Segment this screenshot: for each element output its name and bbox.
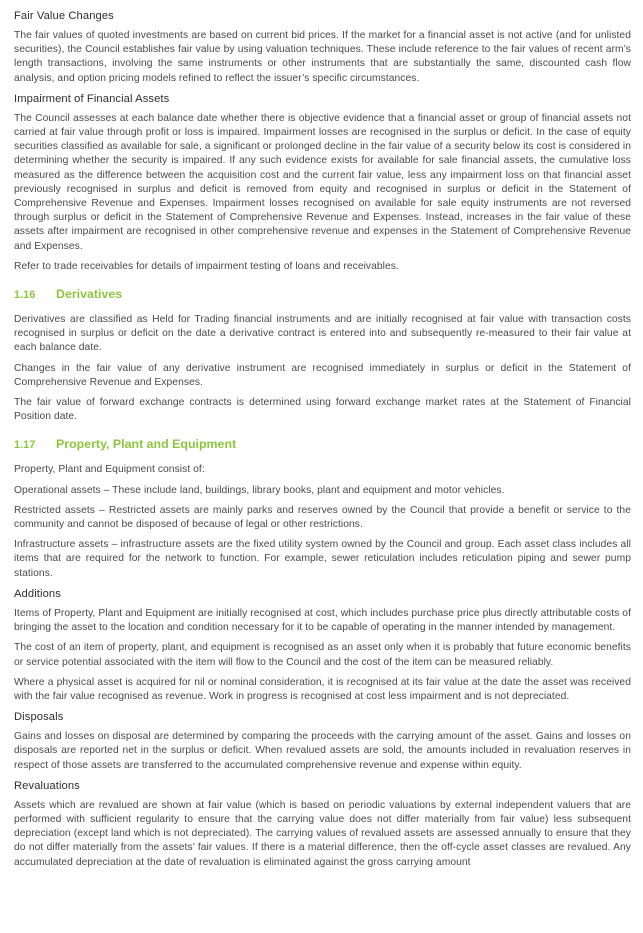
revaluations-heading: Revaluations bbox=[14, 779, 80, 792]
derivatives-paragraph-3: The fair value of forward exchange contracts is determined using forward exchange market rates at the Statement of Financial Position date. bbox=[14, 397, 631, 423]
disposals-paragraph: Gains and losses on disposal are determined by comparing the proceeds with the carrying amount of the asset. Gains and losses on disposals are reported net in the surplus or deficit. When revalued assets are sold, the amounts included in revaluation reserves in respect of those assets are transferred to the accumulated comprehensive revenue and expense within equity. bbox=[14, 731, 631, 771]
disposals-heading: Disposals bbox=[14, 711, 64, 724]
derivatives-paragraph-1: Derivatives are classified as Held for Trading financial instruments and are initially recognised at fair value with transaction costs recognised in surplus or deficit on the date a derivative contract is entered into and subsequently re-measured to their fair value at each balance date. bbox=[14, 314, 631, 354]
section-number: 1.17 bbox=[14, 439, 36, 452]
derivatives-paragraph-2: Changes in the fair value of any derivative instrument are recognised immediately in surplus or deficit in the Statement of Comprehensive Revenue and Expenses. bbox=[14, 362, 631, 388]
derivatives-section-heading bbox=[14, 286, 631, 303]
fair-value-paragraph: The fair values of quoted investments are based on current bid prices. If the market for a financial asset is not active (and for unlisted securities), the Council establishes fair value by using valuation techniques. These include reference to the fair values of recent arm’s length transactions, involving the same instruments or other instruments that are substantially the same, discounted cash flow analysis, and option pricing models refined to reflect the issuer’s specific circumstances. bbox=[14, 30, 631, 84]
ppe-paragraph-2: Operational assets – These include land, buildings, library books, plant and equipment and motor vehicles. bbox=[14, 484, 505, 496]
section-title: Property, Plant and Equipment bbox=[56, 437, 237, 452]
additions-paragraph-1: Items of Property, Plant and Equipment are initially recognised at cost, which includes purchase price plus directly attributable costs of bringing the asset to the location and condition necessary for it to be capable of operating in the manner intended by management. bbox=[14, 607, 631, 634]
section-title: Derivatives bbox=[56, 287, 123, 302]
document-page bbox=[14, 9, 631, 876]
impairment-heading: Impairment of Financial Assets bbox=[14, 92, 170, 105]
impairment-paragraph-1: The Council assesses at each balance date whether there is objective evidence that a financial asset or group of financial assets not carried at fair value through profit or loss is impaired. Impairment losses are recognised in the surplus or deficit. In the case of equity securities classified as available for sale, a significant or prolonged decline in the fair value of a security below its cost is considered in determining whether the security is impaired. If any such evidence exists for available for sale financial assets, the cumulative loss measured as the difference between the acquisition cost and the current fair value, less any impairment loss on that financial asset previously recognised in surplus and deficit is removed from equity and recognised in surplus or deficit in the Statement of Comprehensive Revenue and Expenses. Impairment losses recognised on available for sale equity instruments are not reversed through surplus or deficit in the Statement of Comprehensive Revenue and Expenses. Instead, increases in the fair value of these assets after impairment are recognised in other comprehensive revenue and expenses in the Statement of Comprehensive Revenue and Expenses. bbox=[14, 112, 631, 252]
ppe-section-heading bbox=[14, 436, 631, 453]
section-number: 1.16 bbox=[14, 289, 36, 302]
revaluations-paragraph: Assets which are revalued are shown at fair value (which is based on periodic valuations by external independent valuers that are performed with sufficient regularity to ensure that the carrying value does not differ materially from fair value) less subsequent depreciation (except land which is not depreciated). The carrying values of revalued assets are assessed annually to ensure that they do not differ materially from the assets’ fair values. If there is a material difference, then the off-cycle asset classes are revalued. Any accumulated depreciation at the date of revaluation is eliminated against the gross carrying amount bbox=[14, 799, 631, 868]
ppe-paragraph-4: Infrastructure assets – infrastructure assets are the fixed utility system owned by the Council and group. Each asset class includes all items that are required for the network to function. For example, sewer reticulation includes reticulation piping and sewer pump stations. bbox=[14, 539, 631, 579]
additions-paragraph-2: The cost of an item of property, plant, and equipment is recognised as an asset only when it is probably that future economic benefits or service potential associated with the item will flow to the Council and the cost of the item can be measured reliably. bbox=[14, 642, 631, 668]
additions-heading: Additions bbox=[14, 587, 61, 600]
ppe-paragraph-1: Property, Plant and Equipment consist of: bbox=[14, 464, 205, 476]
impairment-paragraph-2: Refer to trade receivables for details of impairment testing of loans and receivables. bbox=[14, 260, 399, 272]
fair-value-heading: Fair Value Changes bbox=[14, 10, 114, 22]
additions-paragraph-3: Where a physical asset is acquired for nil or nominal consideration, it is recognised at its fair value at the date the asset was received with the fair value recognised as revenue. Work in progress is recognised at cost less impairment and is not depreciated. bbox=[14, 676, 631, 702]
ppe-paragraph-3: Restricted assets – Restricted assets are mainly parks and reserves owned by the Council that provide a benefit or service to the community and cannot be disposed of because of legal or other restrictions. bbox=[14, 504, 631, 531]
